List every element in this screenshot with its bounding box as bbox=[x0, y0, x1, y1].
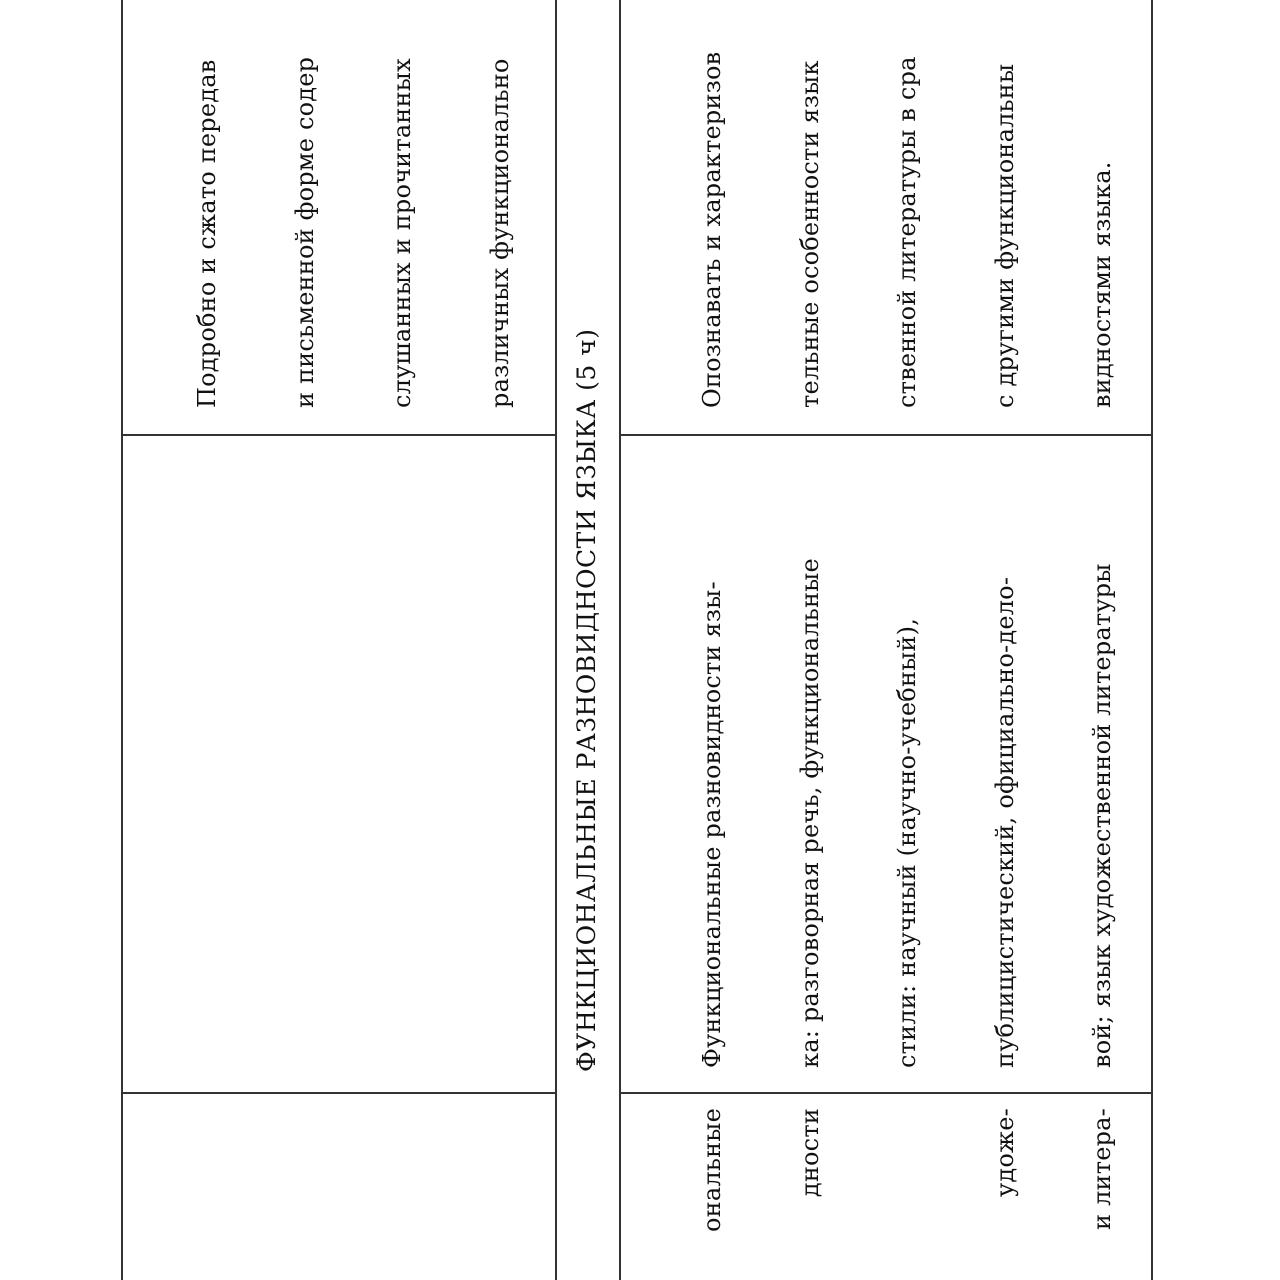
text-line: видностями языка. bbox=[1088, 161, 1116, 408]
text-line: ка: разговорная речь, функциональные bbox=[795, 558, 824, 1068]
text-line: Подробно и сжато передав bbox=[193, 59, 221, 408]
text-line: публицистический, официально-дело- bbox=[990, 576, 1019, 1068]
lower-row-content-cell bbox=[631, 438, 1146, 1068]
text-line: Функциональные разновидности язы- bbox=[698, 581, 726, 1068]
section-title: ФУНКЦИОНАЛЬНЫЕ РАЗНОВИДНОСТИ ЯЗЫКА (5 ч) bbox=[572, 328, 601, 1072]
text-line: ональные bbox=[698, 1108, 726, 1232]
text-line: и письменной форме содер bbox=[290, 56, 319, 408]
text-line: ственной литературы в сра bbox=[893, 56, 921, 408]
column-divider-2-lower bbox=[619, 434, 1151, 436]
table-border-top bbox=[121, 0, 123, 1280]
text-line: тельные особенности язык bbox=[795, 60, 824, 408]
text-line bbox=[891, 1108, 924, 1280]
table-border-bottom bbox=[1151, 0, 1153, 1280]
text-line: удоже- bbox=[990, 1108, 1019, 1197]
text-line: с другими функциональны bbox=[990, 63, 1019, 408]
lower-row-topic-cell bbox=[631, 1094, 1151, 1280]
text-line: и литера- bbox=[1088, 1108, 1116, 1230]
text-line: стили: научный (научно-учебный), bbox=[893, 617, 921, 1068]
text-line: дности bbox=[795, 1108, 824, 1198]
upper-row-activities-cell bbox=[126, 0, 546, 408]
section-header-bottom-border bbox=[619, 0, 621, 1280]
text-line: различных функционально bbox=[485, 58, 514, 408]
lower-row-activities-cell bbox=[631, 0, 1146, 408]
column-divider-2-upper bbox=[121, 434, 555, 436]
section-header-top-border bbox=[555, 0, 557, 1280]
text-line: Опознавать и характеризов bbox=[698, 51, 726, 408]
column-divider-1-upper bbox=[121, 1092, 555, 1094]
text-line: вой; язык художественной литературы bbox=[1088, 563, 1116, 1068]
text-line: слушанных и прочитанных bbox=[388, 58, 416, 408]
